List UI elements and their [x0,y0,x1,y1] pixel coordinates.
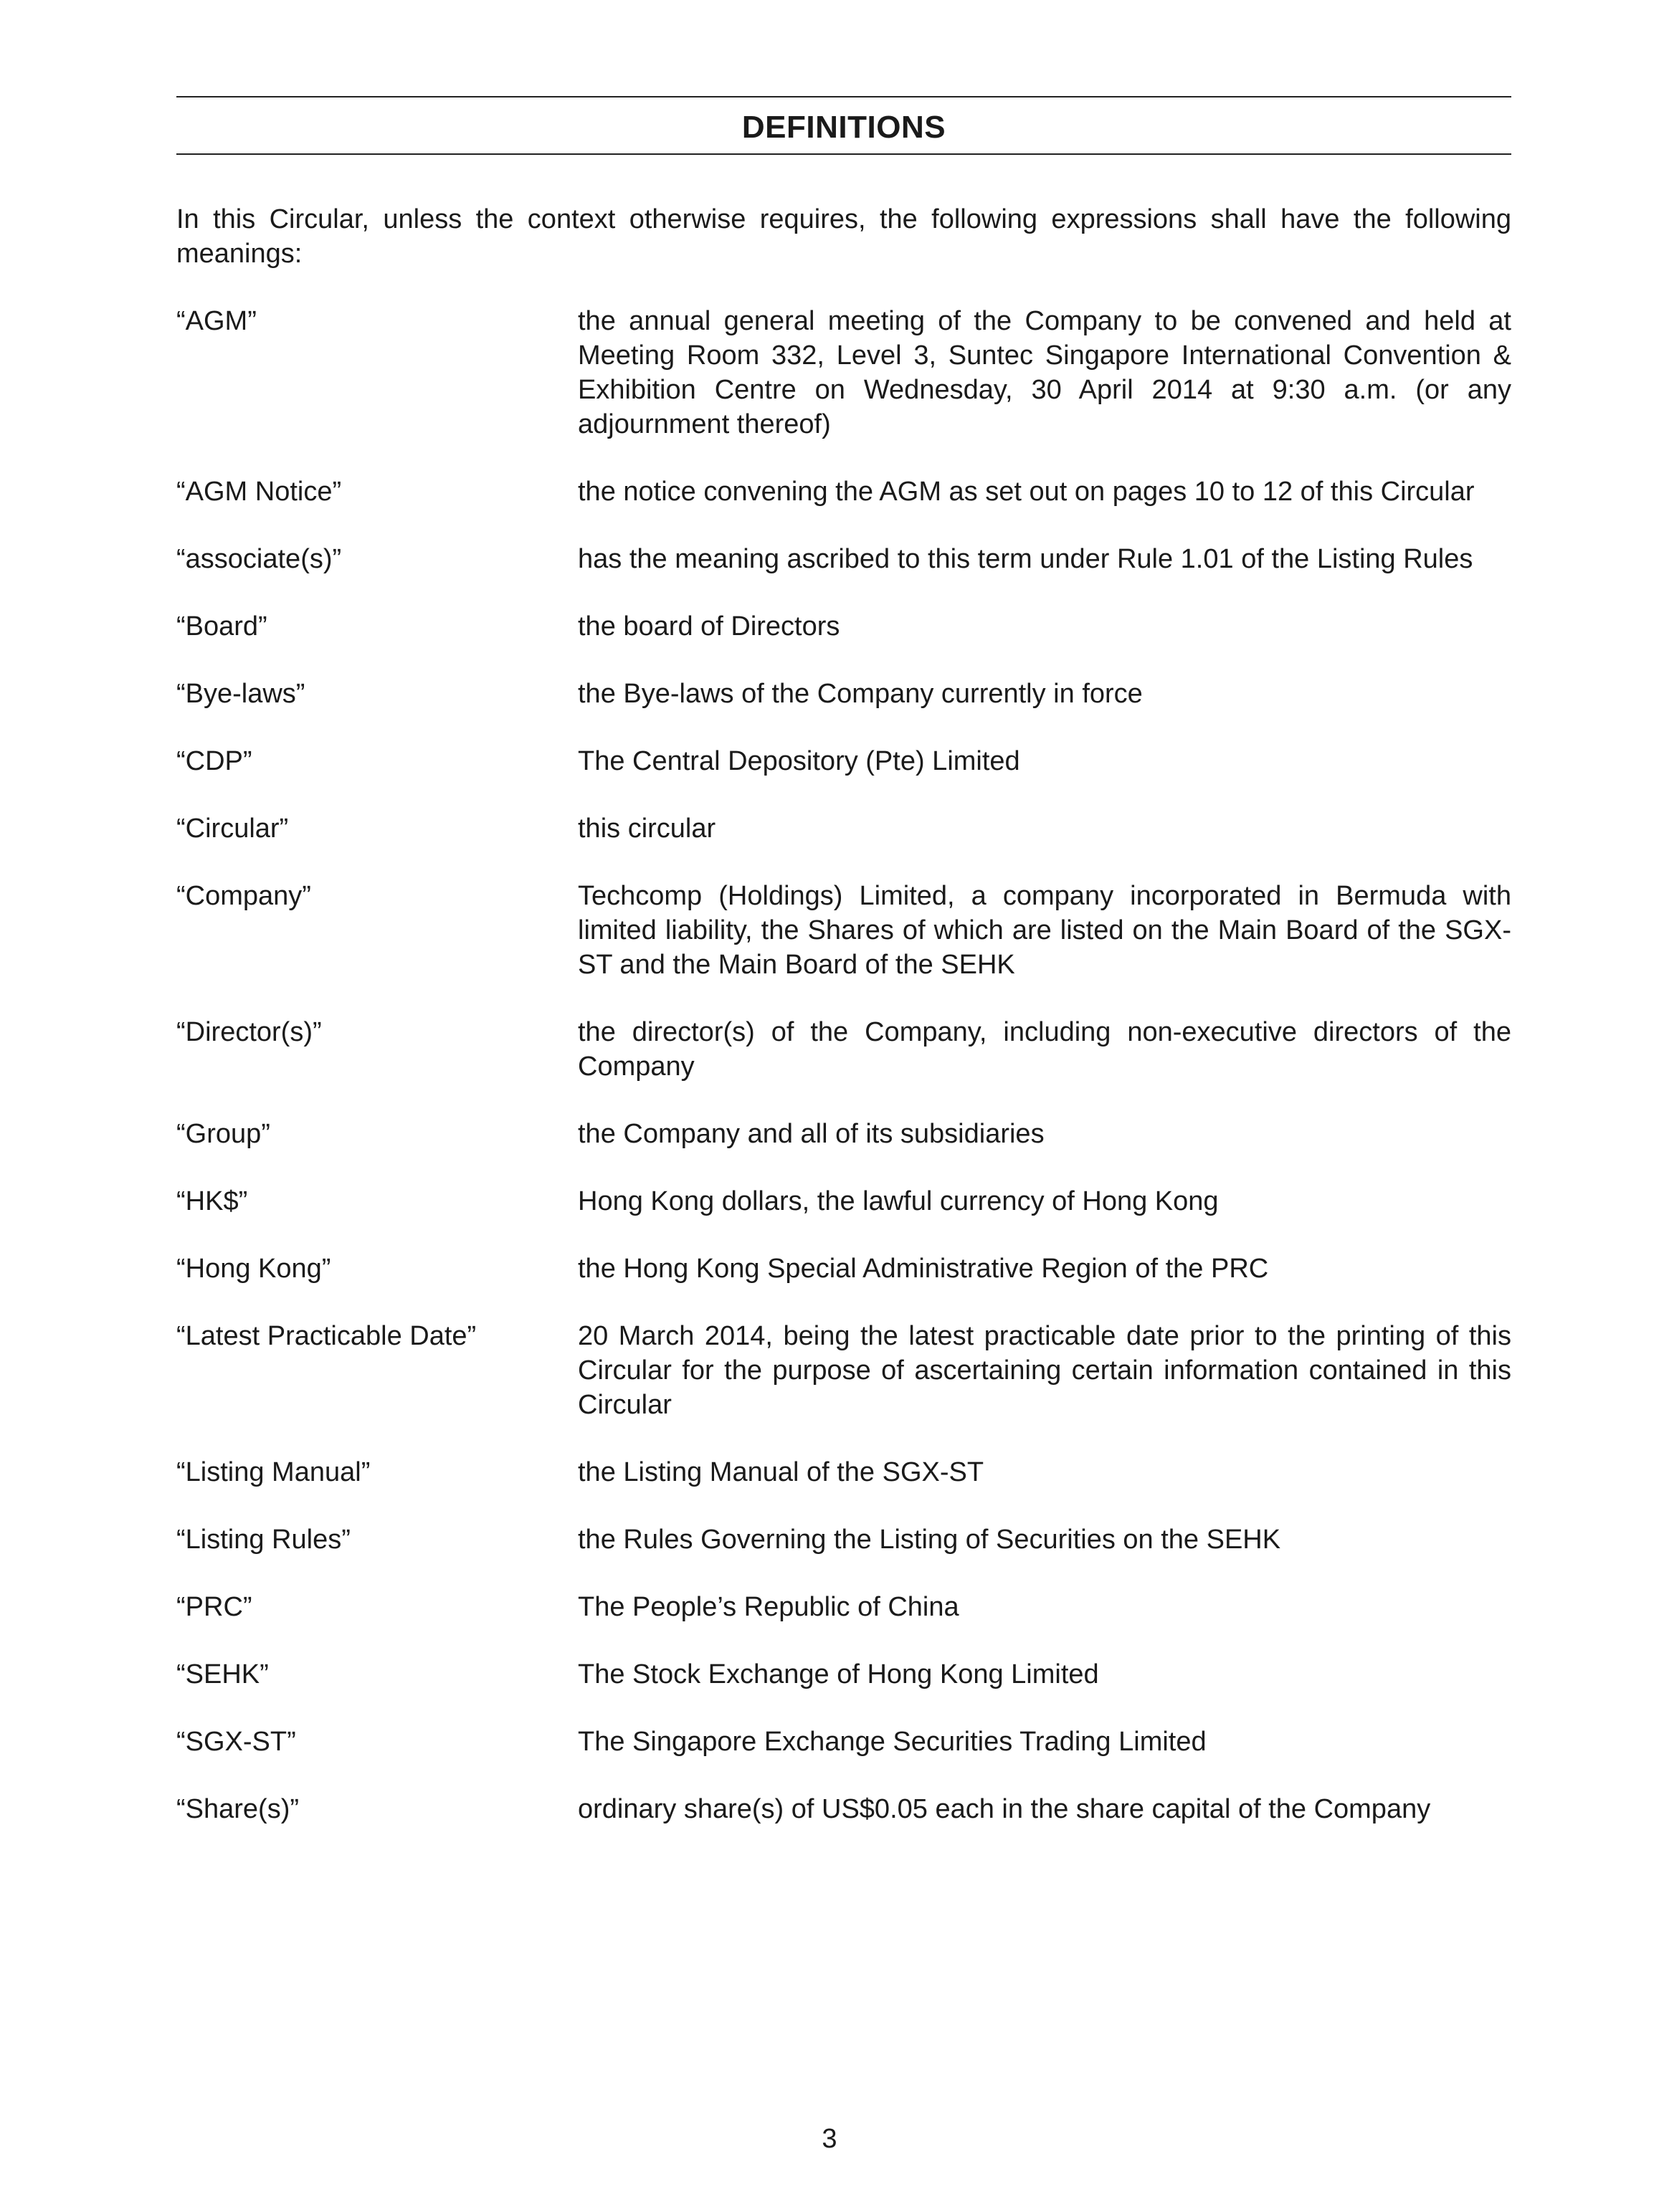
definition-term: “HK$” [176,1186,248,1216]
definition-row [176,677,1511,711]
definition-row [176,744,1511,778]
definition-term: “Circular” [176,814,289,844]
definition-row [176,542,1511,576]
definition-meaning: The Central Depository (Pte) Limited [578,746,1020,776]
definition-row [176,304,1511,442]
definition-term: “Latest Practicable Date” [176,1321,477,1351]
definition-row [176,1184,1511,1219]
definition-term: “SGX-ST” [176,1727,296,1757]
definition-meaning: 20 March 2014, being the latest practicable date prior to the printing of this Circular for the purpose of ascertaining certain information contained in this Circular [578,1321,1511,1420]
header-rule-bottom [176,153,1511,155]
page-title: DEFINITIONS [741,110,946,145]
definition-term: “Bye-laws” [176,679,305,709]
definition-term: “associate(s)” [176,544,342,574]
definition-row [176,811,1511,846]
definition-term: “Listing Manual” [176,1457,371,1487]
intro-paragraph: In this Circular, unless the context otherwise requires, the following expressions shall have the following meanings: [176,204,1511,269]
definition-term: “Hong Kong” [176,1254,331,1284]
definition-meaning: the board of Directors [578,611,840,642]
definition-row [176,1015,1511,1084]
definition-term: “Share(s)” [176,1794,300,1824]
definition-row [176,1117,1511,1151]
definition-meaning: the Hong Kong Special Administrative Region of the PRC [578,1254,1269,1284]
definition-meaning: this circular [578,814,716,844]
definition-row [176,475,1511,509]
definition-row [176,879,1511,982]
definition-row [176,1657,1511,1692]
definition-term: “CDP” [176,746,252,776]
definition-row [176,1252,1511,1286]
definition-term: “AGM” [176,306,257,336]
definition-row [176,1725,1511,1759]
definition-meaning: the director(s) of the Company, including non-executive directors of the Company [578,1017,1511,1082]
definition-meaning: ordinary share(s) of US$0.05 each in the share capital of the Company [578,1794,1431,1824]
definition-term: “Listing Rules” [176,1525,351,1555]
header-rule-top [176,96,1511,97]
definition-row [176,1792,1511,1826]
definition-row [176,1590,1511,1624]
definition-meaning: the notice convening the AGM as set out on pages 10 to 12 of this Circular [578,477,1475,507]
definition-term: “SEHK” [176,1659,269,1689]
definition-meaning: Techcomp (Holdings) Limited, a company incorporated in Bermuda with limited liability, the Shares of which are listed on the Main Board of the SGX-ST and the Main Board of the SEHK [578,881,1511,980]
definitions-list [176,304,1511,1859]
definition-meaning: Hong Kong dollars, the lawful currency of Hong Kong [578,1186,1219,1216]
definition-term: “Company” [176,881,311,911]
definition-meaning: The Singapore Exchange Securities Trading Limited [578,1727,1207,1757]
definition-term: “Group” [176,1119,270,1149]
definition-meaning: has the meaning ascribed to this term under Rule 1.01 of the Listing Rules [578,544,1473,574]
definition-meaning: the Rules Governing the Listing of Securities on the SEHK [578,1525,1281,1555]
definition-term: “PRC” [176,1592,252,1622]
definition-meaning: the Bye-laws of the Company currently in force [578,679,1143,709]
definition-meaning: The Stock Exchange of Hong Kong Limited [578,1659,1099,1689]
definition-row [176,1455,1511,1489]
definition-row [176,1319,1511,1422]
definition-meaning: The People’s Republic of China [578,1592,959,1622]
definition-row [176,609,1511,644]
definition-row [176,1522,1511,1557]
definition-term: “Director(s)” [176,1017,322,1047]
definition-meaning: the Company and all of its subsidiaries [578,1119,1045,1149]
definition-term: “AGM Notice” [176,477,342,507]
definition-meaning: the Listing Manual of the SGX-ST [578,1457,984,1487]
page-number: 3 [822,2124,837,2154]
definition-meaning: the annual general meeting of the Company to be convened and held at Meeting Room 332, Level 3, Suntec Singapore International Convention & Exhibition Centre on Wednesday, 30 April 2014 at 9:30 a.m. (or any adjournment thereof) [578,306,1511,439]
definition-term: “Board” [176,611,267,642]
